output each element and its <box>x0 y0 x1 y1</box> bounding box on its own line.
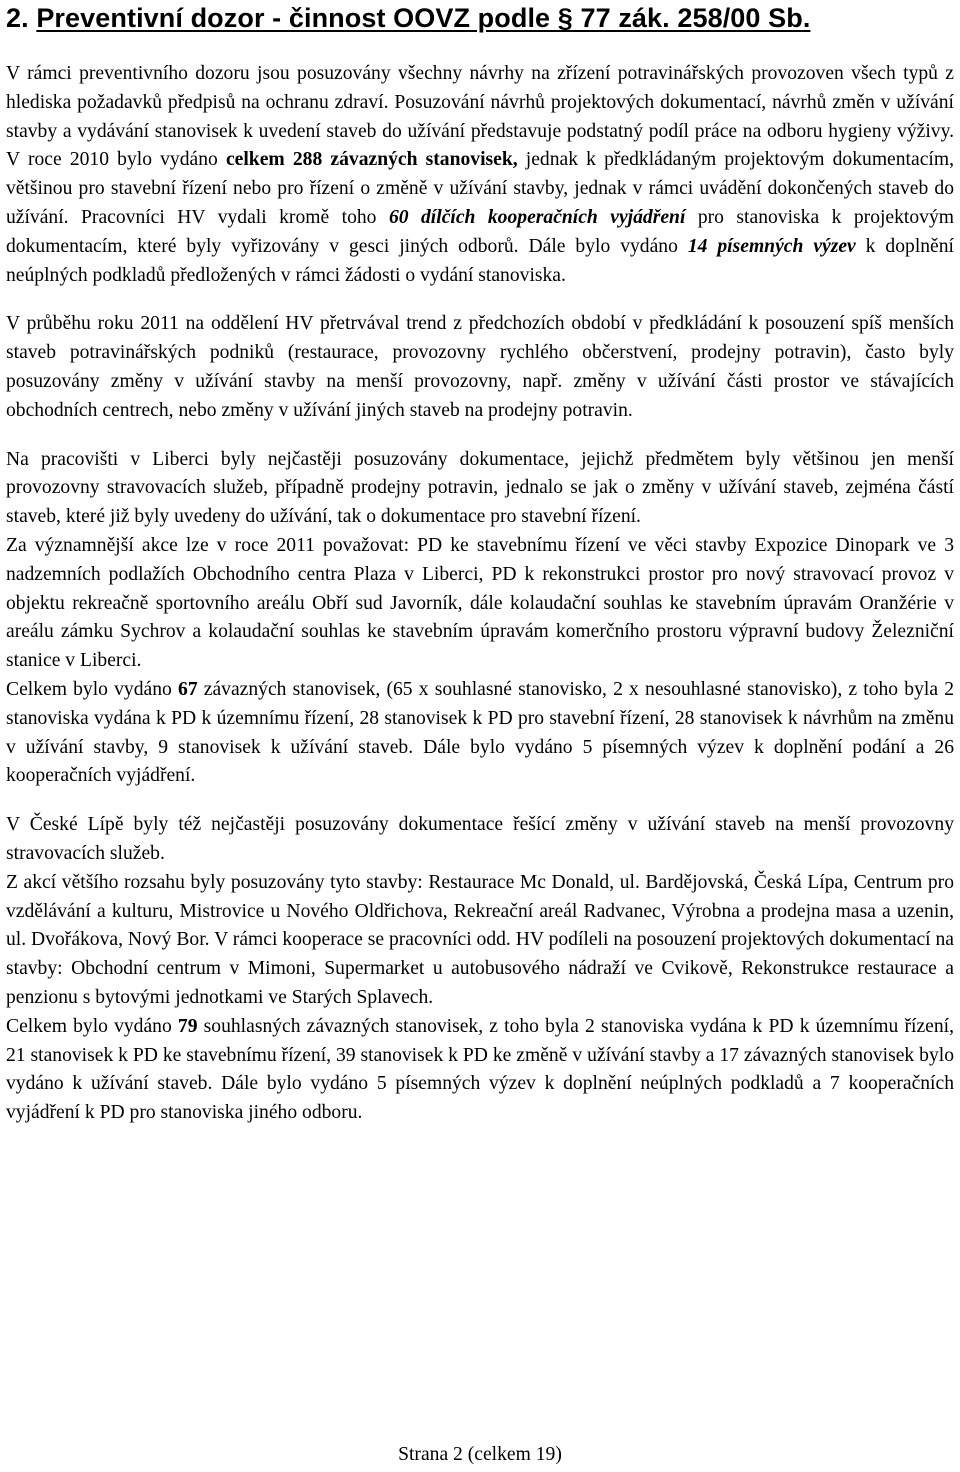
paragraph-liberec-totals <box>6 676 954 791</box>
paragraph-ceska-lipa-totals <box>6 1013 954 1128</box>
text-run: Celkem bylo vydáno <box>6 1015 178 1037</box>
document-page <box>6 0 954 1128</box>
bold-run: 79 <box>177 1015 198 1037</box>
paragraph-liberec: Na pracovišti v Liberci byly nejčastěji posuzovány dokumentace, jejichž předmětem byly většinou jen menší provozovny stravovacích služeb, případně prodejny potravin, jednalo se jak o změny v užívání staveb, zejména částí staveb, které již byly uvedeny do užívání, tak o dokumentace pro stavební řízení. <box>6 448 954 528</box>
text-run: závazných stanovisek, (65 x souhlasné stanovisko, 2 x nesouhlasné stanovisko), z toho byla 2 stanoviska vydána k PD k územnímu řízení, 28 stanovisek k PD pro stavební řízení, 28 stanovisek k návrhům na změnu v užívání stavby, 9 stanovisek k užívání staveb. Dále bylo vydáno 5 písemných výzev k doplnění podání a 26 kooperačních vyjádření. <box>6 678 954 787</box>
page-total: (celkem 19) <box>467 1444 562 1465</box>
page-number: Strana 2 <box>398 1444 463 1465</box>
paragraph-liberec-projects: Za významnější akce lze v roce 2011 považovat: PD ke stavebnímu řízení ve věci stavby Expozice Dinopark ve 3 nadzemních podlažích Obchodního centra Plaza v Liberci, PD k rekonstrukci prostor pro nový stravovací provoz v objektu rekreačně sportovního areálu Obří sud Javorník, dále kolaudační souhlas ke stavebním úpravám Oranžérie v areálu zámku Sychrov a kolaudační souhlas ke stavebním úpravám komerčního prostoru výpravní budovy Železniční stanice v Liberci. <box>6 534 954 672</box>
section-heading <box>6 0 954 34</box>
page-footer <box>0 1441 960 1469</box>
text-run: jednak k předkládaným projektovým dokumentacím, většinou pro stavební řízení nebo pro řízení o změně v užívání stavby, jednak v rámci uvádění dokončených staveb do užívání. Pracovníci HV vydali kromě toho <box>6 149 954 228</box>
paragraph-ceska-lipa-projects: Z akcí většího rozsahu byly posuzovány tyto stavby: Restaurace Mc Donald, ul. Bardějovská, Česká Lípa, Centrum pro vzdělávání a kulturu, Mistrovice u Nového Oldřichova, Rekreační areál Radvanec, Výrobna a prodejna masa a uzenin, ul. Dvořákova, Nový Bor. V rámci kooperace se pracovníci odd. HV podíleli na posouzení projektových dokumentací na stavby: Obchodní centrum v Mimoni, Supermarket u autobusového nádraží ve Cvikově, Rekonstrukce restaurace a penzionu s bytovými jednotkami ve Starých Splavech. <box>6 871 954 1008</box>
paragraph-preventive-overview <box>6 60 954 290</box>
paragraph-2011-trend: V průběhu roku 2011 na oddělení HV přetrvával trend z předchozích období v předkládání k posouzení spíš menších staveb potravinářských podniků (restaurace, provozovny rychlého občerstvení, prodejny potravin), často byly posuzovány změny v užívání stavby na menší provozovny, např. změny v užívání části prostor ve stávajících obchodních centrech, nebo změny v užívání jiných staveb na prodejny potravin. <box>6 313 954 421</box>
paragraph-ceska-lipa: V České Lípě byly též nejčastěji posuzovány dokumentace řešící změny v užívání staveb na menší provozovny stravovacích služeb. <box>6 814 954 864</box>
bold-run: 67 <box>178 678 198 700</box>
text-run: Celkem bylo vydáno <box>6 678 179 700</box>
bold-italic-run: 14 písemných výzev <box>687 235 856 257</box>
text-run: pro stanoviska k projektovým dokumentacím, které byly vyřizovány v gesci jiných odborů. Dále bylo vydáno <box>6 206 955 257</box>
text-run: souhlasných závazných stanovisek, z toho byla 2 stanoviska vydána k PD k územnímu řízení, 21 stanovisek k PD ke stavebnímu řízení, 39 stanovisek k PD ke změně v užívání stavby a 17 závazných stanovisek bylo vydáno k užívání staveb. Dále bylo vydáno 5 písemných výzev k doplnění neúplných podkladů a 7 kooperačních vyjádření k PD pro stanoviska jiného odboru. <box>6 1015 955 1124</box>
section-title: Preventivní dozor - činnost OOVZ podle § 77 zák. 258/00 Sb. <box>36 3 811 33</box>
section-number: 2. <box>6 3 29 33</box>
text-run: V rámci preventivního dozoru jsou posuzovány všechny návrhy na zřízení potravinářských provozoven všech typů z hlediska požadavků předpisů na ochranu zdraví. Posuzování návrhů projektových dokumentací, návrhů změn v užívání stavby a vydávání stanovisek k uvedení staveb do užívání představuje podstatný podíl práce na odboru hygieny výživy. V roce 2010 bylo vydáno <box>6 63 954 171</box>
bold-italic-run: 60 dílčích kooperačních vyjádření <box>388 206 686 228</box>
bold-run: celkem 288 závazných stanovisek, <box>225 149 518 171</box>
text-run: k doplnění neúplných podkladů předložených v rámci žádosti o vydání stanoviska. <box>6 235 954 286</box>
